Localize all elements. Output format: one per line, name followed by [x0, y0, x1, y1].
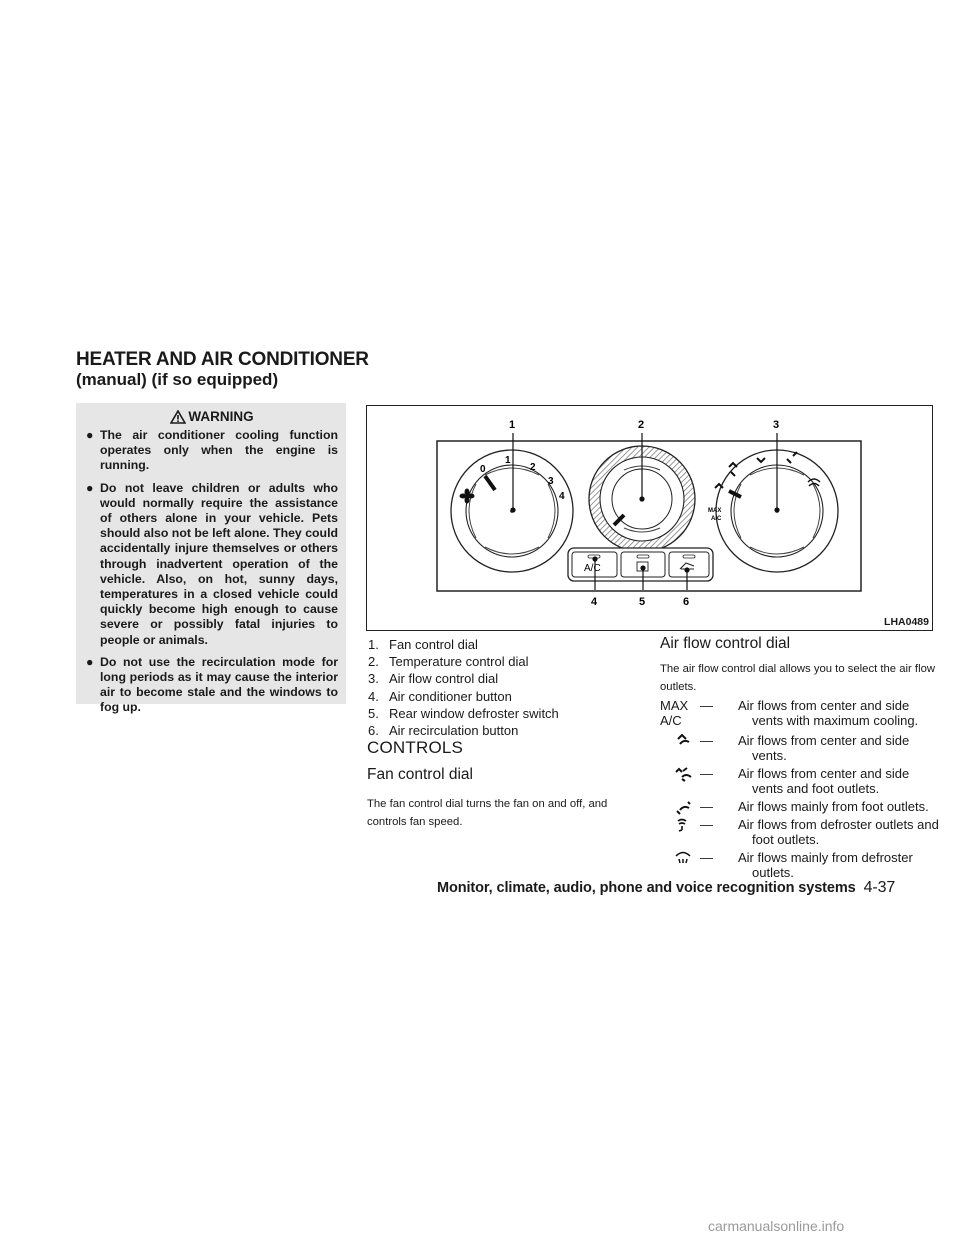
controls-heading: CONTROLS [367, 738, 464, 757]
legend-item: 3. Air flow control dial [368, 671, 499, 687]
foot-defrost-icon [674, 818, 692, 833]
warning-item: ● The air conditioner cooling function operates only when the engine is running. [86, 428, 338, 473]
flow-mode-foot-defrost: — Air flows from defroster outlets and foot outlets. [660, 817, 940, 850]
callout-number: 5 [639, 596, 646, 608]
warning-item: ● Do not use the recirculation mode for long periods as it may cause the interior air to become stale and the windows to fog up. [86, 654, 338, 715]
legend-item: 6. Air recirculation button [368, 723, 519, 739]
flow-mode-defrost: — Air flows mainly from defroster outlets. [660, 850, 940, 883]
flow-mode-max-ac: MAX A/C — Air flows from center and side vents with maximum cooling. [660, 698, 919, 728]
callout-number: 6 [683, 596, 690, 608]
air-flow-heading: Air flow control dial [660, 635, 791, 652]
watermark: carmanualsonline.info [708, 1218, 845, 1234]
legend-item: 4. Air conditioner button [368, 688, 512, 704]
warning-box [76, 403, 346, 715]
figure-code: LHA0489 [884, 616, 929, 628]
flow-mode-bilevel: — Air flows from center and side vents and foot outlets. [660, 766, 940, 799]
chapter-title: Monitor, climate, audio, phone and voice recognition systems [437, 880, 856, 896]
ac-button-label: A/C [584, 563, 601, 574]
page-footer [437, 879, 895, 897]
defrost-icon [674, 851, 692, 866]
section-subtitle: (manual) (if so equipped) [76, 370, 279, 389]
legend-item: 1. Fan control dial [368, 637, 478, 652]
warning-item: ● Do not leave children or adults who would normally require the assistance of others alone in your vehicle. Pets should also not be left alone. They could accidentally injure themselves or others through inadvertent operation of the vehicle. Also, on hot, sunny days, temperatures in a closed vehicle could quickly become high enough to cause severe or possibly fatal injuries to people or animals. [86, 480, 338, 647]
section-title: HEATER AND AIR CONDITIONER [76, 349, 369, 370]
warning-list [86, 428, 338, 716]
callout-number: 3 [773, 419, 780, 431]
legend-item: 5. Rear window defroster switch [368, 705, 559, 721]
callout-number: 1 [509, 419, 516, 431]
control-panel-illustration [367, 406, 931, 629]
page-number: 4-37 [863, 879, 896, 896]
fan-dial-heading: Fan control dial [367, 766, 473, 783]
flow-mode-foot: — Air flows mainly from foot outlets. [660, 799, 940, 817]
figure-legend [368, 636, 638, 739]
fan-mark: 0 [480, 464, 486, 475]
callout-number: 2 [638, 419, 645, 431]
max-ac-label: A/C [711, 516, 722, 522]
warning-title: WARNING [86, 409, 338, 424]
legend-item: 2. Temperature control dial [368, 654, 529, 670]
button-bar [568, 548, 713, 581]
control-panel-figure [366, 405, 933, 631]
flow-mode-vent: — Air flows from center and side vents. [660, 733, 940, 766]
recirculation-indicator [683, 555, 695, 558]
vent-icon [674, 734, 692, 749]
section-heading [76, 350, 369, 390]
max-label: MAX [708, 508, 722, 514]
foot-icon [674, 800, 692, 815]
defroster-indicator [637, 555, 649, 558]
fan-mark: 1 [505, 455, 511, 466]
fan-dial-text: The fan control dial turns the fan on and off, and controls fan speed. [367, 798, 608, 828]
fan-mark: 4 [559, 491, 565, 502]
max-key: MAX A/C [660, 698, 689, 728]
air-flow-intro: The air flow control dial allows you to select the air flow outlets. [660, 663, 936, 693]
fan-mark: 2 [530, 462, 536, 473]
callout-number: 4 [591, 596, 598, 608]
bilevel-icon [674, 767, 692, 782]
fan-mark: 3 [548, 476, 554, 487]
air-flow-modes [660, 698, 940, 883]
warning-triangle-icon [170, 410, 186, 424]
